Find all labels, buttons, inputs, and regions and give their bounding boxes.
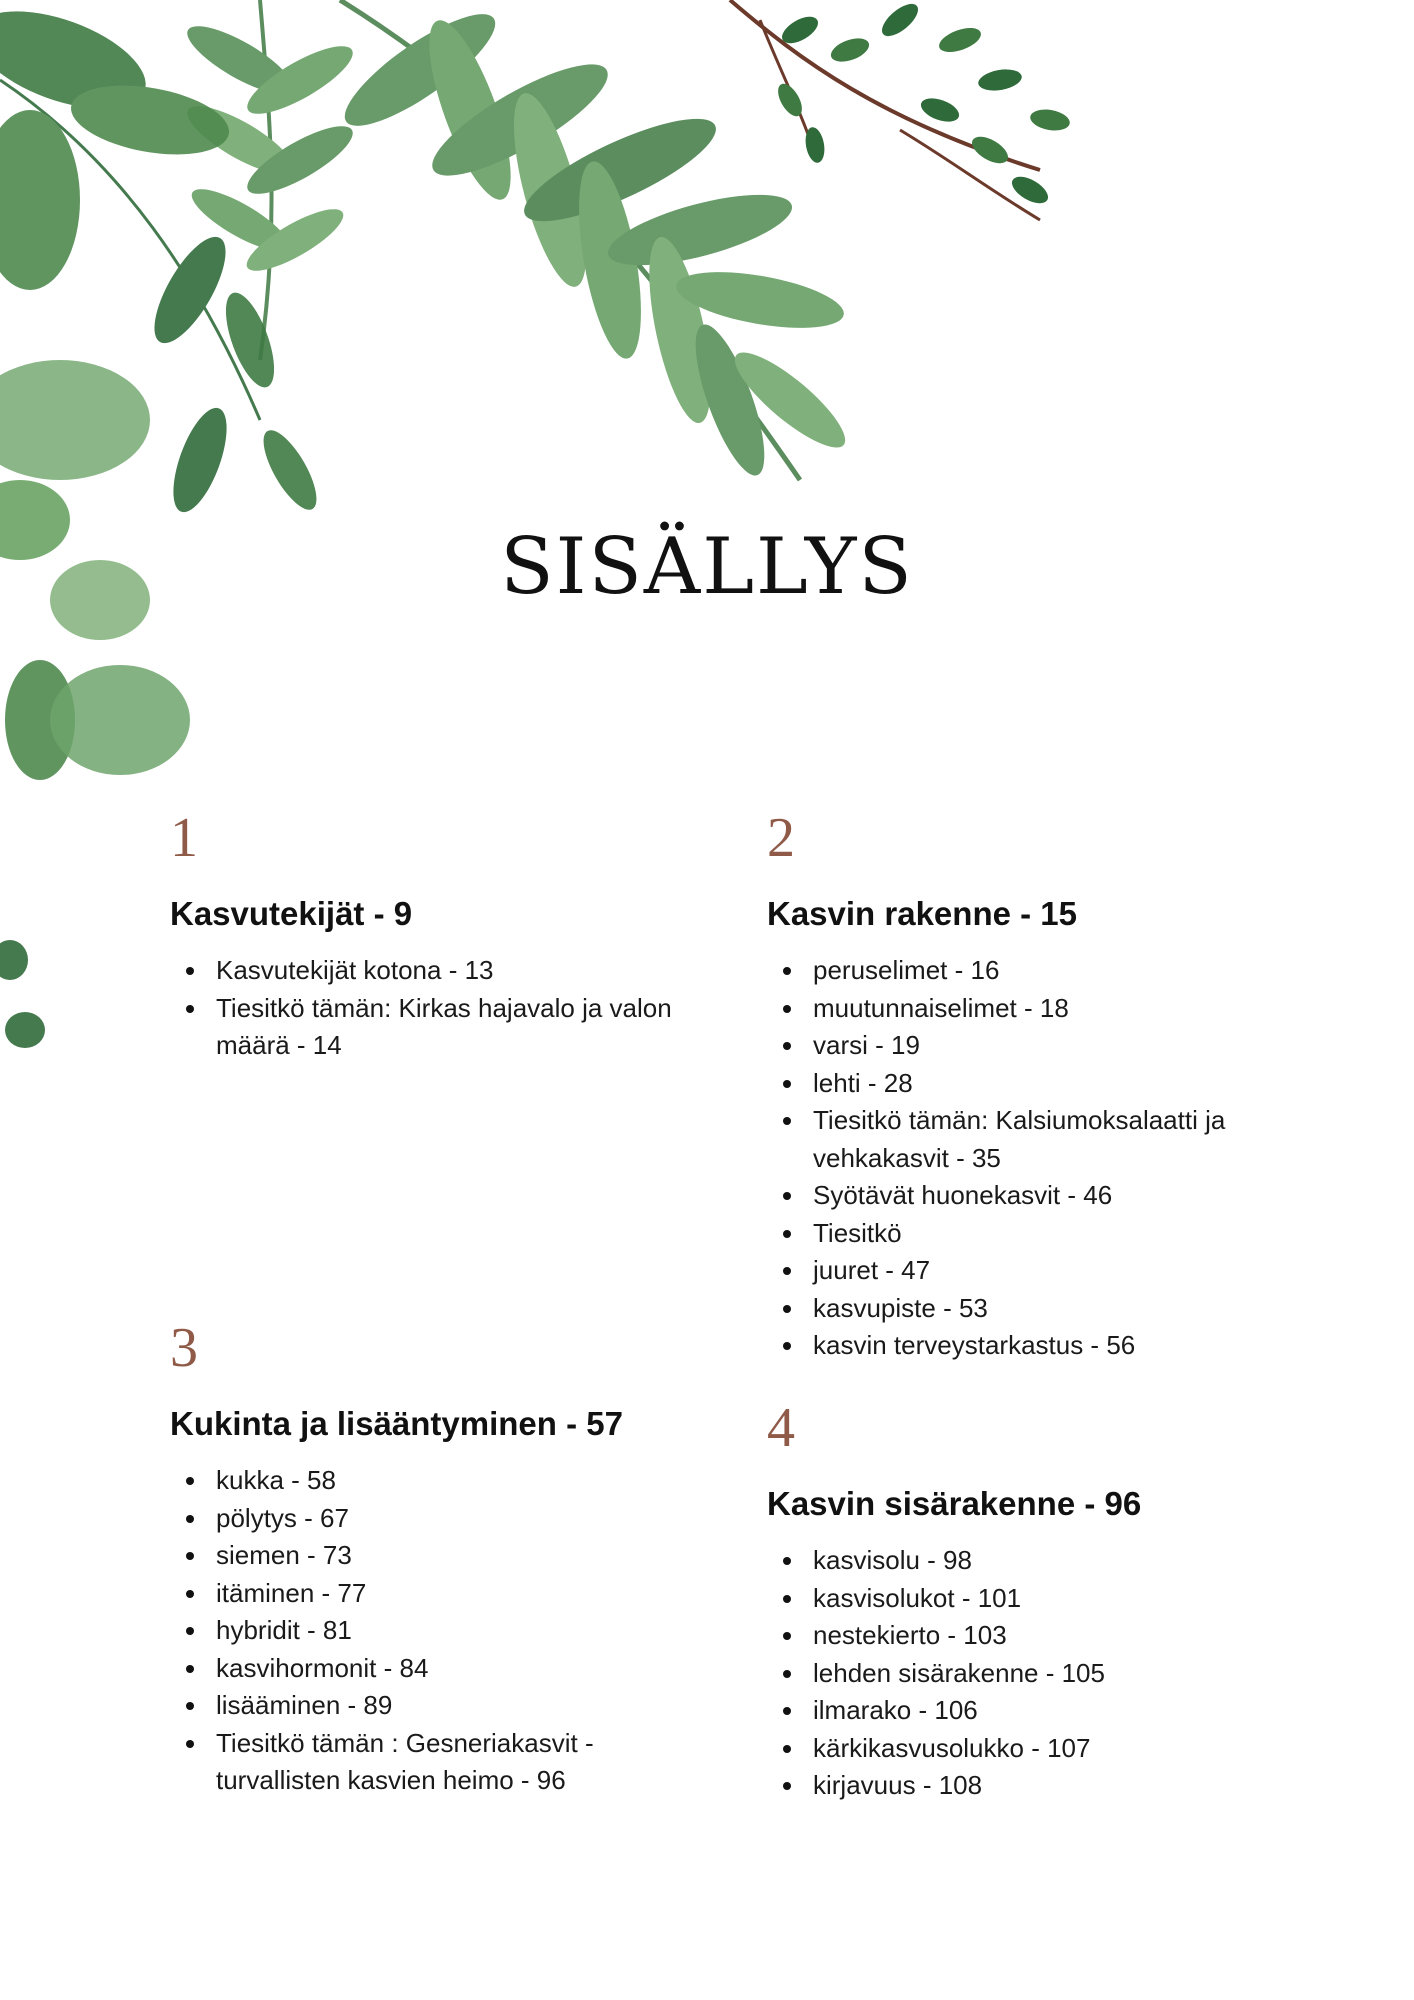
toc-section-3	[170, 1317, 690, 1800]
fern-frond	[331, 0, 856, 483]
list-item: siemen - 73	[170, 1537, 690, 1575]
list-item: kasvisolukot - 101	[767, 1580, 1287, 1618]
section-number: 1	[170, 807, 198, 869]
section-heading: Kukinta ja lisääntyminen - 57	[170, 1405, 623, 1442]
section-heading: Kasvutekijät - 9	[170, 895, 413, 932]
page-title: SISÄLLYS	[500, 522, 914, 612]
section-heading: Kasvin rakenne - 15	[767, 895, 1077, 932]
list-item: juuret - 47	[767, 1252, 1287, 1290]
list-item: Tiesitkö tämän : Gesneriakasvit - turvallisten kasvien heimo - 96	[170, 1725, 690, 1800]
list-item: Kasvutekijät kotona - 13	[170, 952, 690, 990]
branch-sprig	[730, 0, 1071, 220]
list-item: varsi - 19	[767, 1027, 1287, 1065]
list-item: muutunnaiselimet - 18	[767, 990, 1287, 1028]
section-item-list	[170, 952, 690, 1065]
list-item: Tiesitkö	[767, 1215, 1287, 1253]
list-item: kukka - 58	[170, 1462, 690, 1500]
list-item: Tiesitkö tämän: Kirkas hajavalo ja valon määrä - 14	[170, 990, 690, 1065]
list-item: Tiesitkö tämän: Kalsiumoksalaatti ja vehkakasvit - 35	[767, 1102, 1287, 1177]
section-heading: Kasvin sisärakenne - 96	[767, 1485, 1142, 1522]
list-item: hybridit - 81	[170, 1612, 690, 1650]
section-item-list	[767, 1542, 1287, 1805]
list-item: peruselimet - 16	[767, 952, 1287, 990]
list-item: nestekierto - 103	[767, 1617, 1287, 1655]
list-item: kasvin terveystarkastus - 56	[767, 1327, 1287, 1365]
list-item: ilmarako - 106	[767, 1692, 1287, 1730]
list-item: Syötävät huonekasvit - 46	[767, 1177, 1287, 1215]
list-item: lehden sisärakenne - 105	[767, 1655, 1287, 1693]
list-item: kärkikasvusolukko - 107	[767, 1730, 1287, 1768]
list-item: kasvupiste - 53	[767, 1290, 1287, 1328]
section-item-list	[767, 952, 1287, 1365]
toc-section-2	[767, 807, 1287, 1365]
list-item: kasvihormonit - 84	[170, 1650, 690, 1688]
list-item: lehti - 28	[767, 1065, 1287, 1103]
list-item: kirjavuus - 108	[767, 1767, 1287, 1805]
list-item: kasvisolu - 98	[767, 1542, 1287, 1580]
list-item: pölytys - 67	[170, 1500, 690, 1538]
toc-section-1	[170, 807, 690, 1065]
toc-section-4	[767, 1397, 1287, 1805]
section-number: 3	[170, 1317, 198, 1379]
section-number: 4	[767, 1397, 795, 1459]
section-item-list	[170, 1462, 690, 1800]
fern-frond-left	[179, 0, 361, 360]
section-number: 2	[767, 807, 795, 869]
list-item: itäminen - 77	[170, 1575, 690, 1613]
list-item: lisääminen - 89	[170, 1687, 690, 1725]
